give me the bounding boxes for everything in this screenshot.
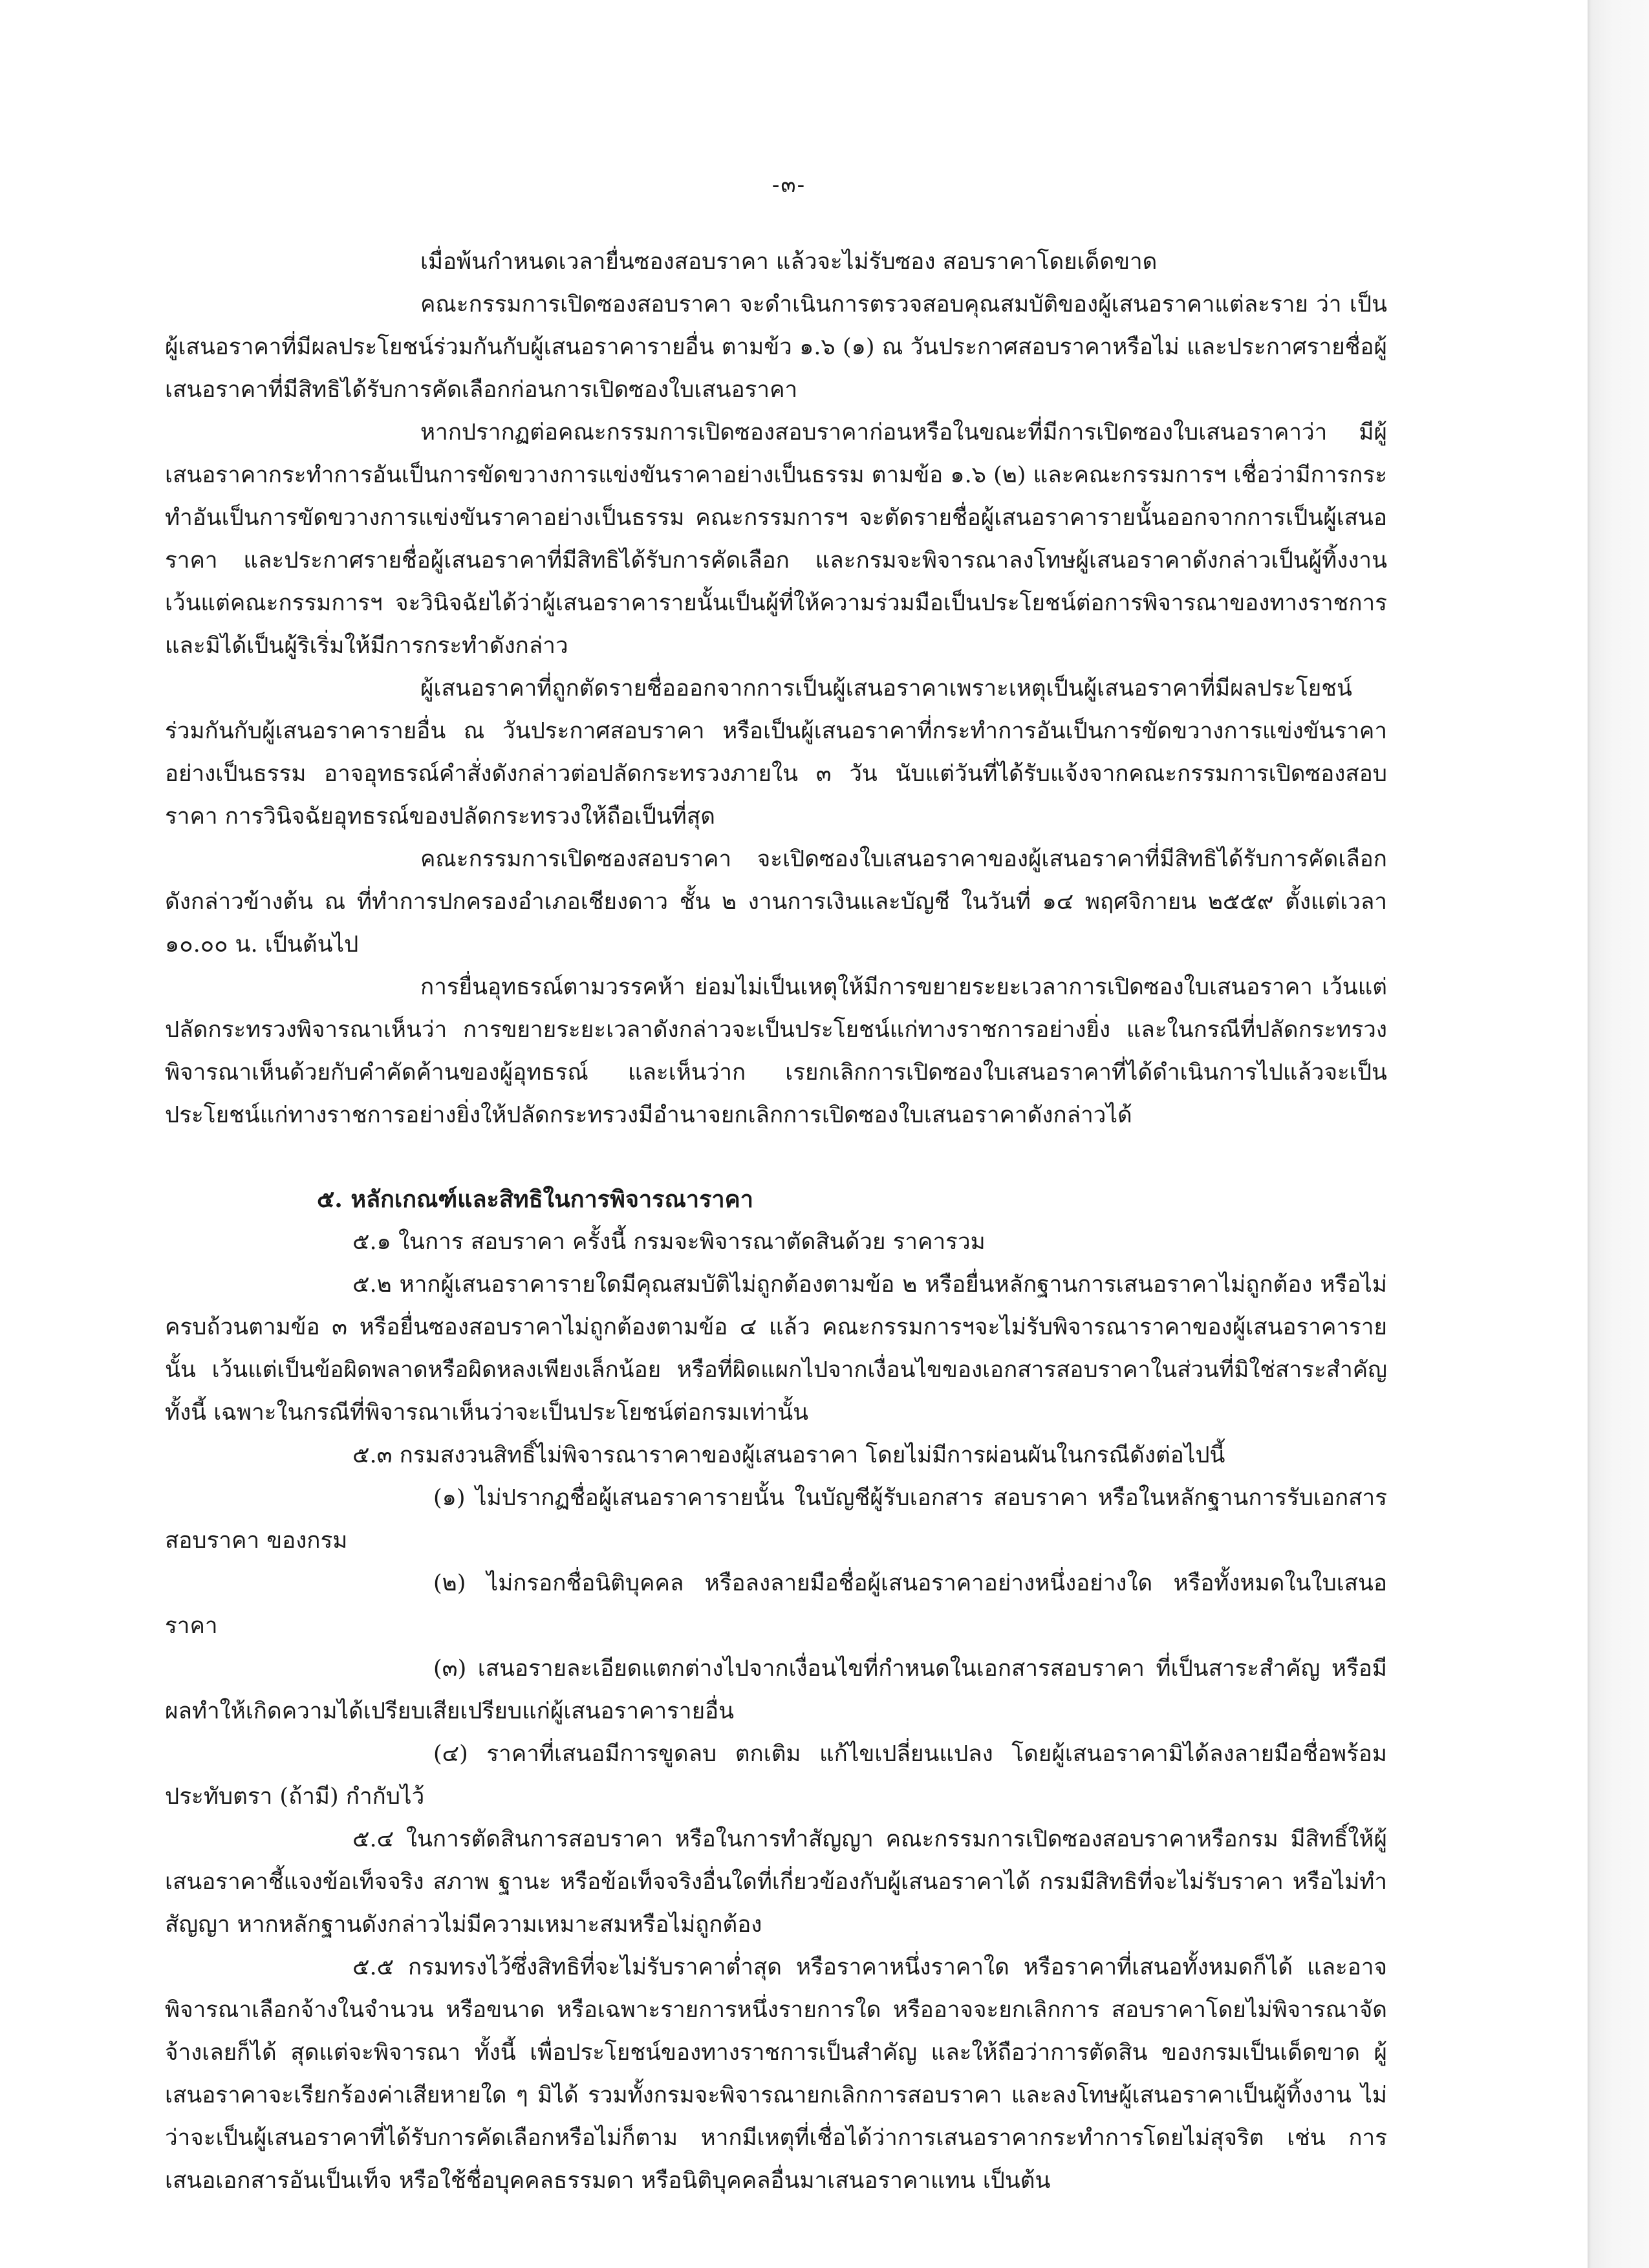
- clause-5-3-item-2: (๒) ไม่กรอกชื่อนิติบุคคล หรือลงลายมือชื่อผู้เสนอราคาอย่างหนึ่งอย่างใด หรือทั้งหมดในใบเสนอราคา: [165, 1570, 1387, 1639]
- section-heading-5: ๕. หลักเกณฑ์และสิทธิในการพิจารณาราคา: [317, 1186, 753, 1213]
- clause-5-4: ๕.๔ ในการตัดสินการสอบราคา หรือในการทำสัญญา คณะกรรมการเปิดซองสอบราคาหรือกรม มีสิทธิ์ให้ผู้เสนอราคาชี้แจงข้อเท็จจริง สภาพ ฐานะ หรือข้อเท็จจริงอื่นใดที่เกี่ยวข้องกับผู้เสนอราคาได้ กรมมีสิทธิที่จะไม่รับราคา หรือไม่ทำสัญญา หากหลักฐานดังกล่าวไม่มีความเหมาะสมหรือไม่ถูกต้อง: [165, 1826, 1387, 1938]
- clause-5-3-item-3: (๓) เสนอรายละเอียดแตกต่างไปจากเงื่อนไขที่กำหนดในเอกสารสอบราคา ที่เป็นสาระสำคัญ หรือมีผลทำให้เกิดความได้เปรียบเสียเปรียบแก่ผู้เสนอราคารายอื่น: [165, 1656, 1387, 1724]
- paragraph-committee-check: คณะกรรมการเปิดซองสอบราคา จะดำเนินการตรวจสอบคุณสมบัติของผู้เสนอราคาแต่ละราย ว่า เป็นผู้เสนอราคาที่มีผลประโยชน์ร่วมกันกับผู้เสนอราคารายอื่น ตามข้ว ๑.๖ (๑) ณ วันประกาศสอบราคาหรือไม่ และประกาศรายชื่อผู้เสนอราคาที่มีสิทธิได้รับการคัดเลือกก่อนการเปิดซองใบเสนอราคา: [165, 292, 1387, 403]
- paragraph-deadline: เมื่อพ้นกำหนดเวลายื่นซองสอบราคา แล้วจะไม่รับซอง สอบราคาโดยเด็ดขาด: [420, 249, 1158, 275]
- clause-5-1: ๕.๑ ในการ สอบราคา ครั้งนี้ กรมจะพิจารณาตัดสินด้วย ราคารวม: [352, 1229, 986, 1255]
- clause-5-2: ๕.๒ หากผู้เสนอราคารายใดมีคุณสมบัติไม่ถูกต้องตามข้อ ๒ หรือยื่นหลักฐานการเสนอราคาไม่ถูกต้อง หรือไม่ครบถ้วนตามข้อ ๓ หรือยื่นซองสอบราคาไม่ถูกต้องตามข้อ ๔ แล้ว คณะกรรมการฯจะไม่รับพิจารณาราคาของผู้เสนอราคารายนั้น เว้นแต่เป็นข้อผิดพลาดหรือผิดหลงเพียงเล็กน้อย หรือที่ผิดแผกไปจากเงื่อนไขของเอกสารสอบราคาในส่วนที่มิใช่สาระสำคัญ ทั้งนี้ เฉพาะในกรณีที่พิจารณาเห็นว่าจะเป็นประโยชน์ต่อกรมเท่านั้น: [165, 1272, 1387, 1426]
- paragraph-bid-opening: คณะกรรมการเปิดซองสอบราคา จะเปิดซองใบเสนอราคาของผู้เสนอราคาที่มีสิทธิได้รับการคัดเลือก ดังกล่าวข้างต้น ณ ที่ทำการปกครองอำเภอเชียงดาว ชั้น ๒ งานการเงินและบัญชี ในวันที่ ๑๔ พฤศจิกายน ๒๕๕๙ ตั้งแต่เวลา ๑๐.๐๐ น. เป็นต้นไป: [165, 846, 1387, 957]
- page-number: -๓-: [771, 172, 806, 198]
- scan-edge-shadow: [1588, 0, 1649, 2268]
- clause-5-5: ๕.๕ กรมทรงไว้ซึ่งสิทธิที่จะไม่รับราคาต่ำสุด หรือราคาหนึ่งราคาใด หรือราคาที่เสนอทั้งหมดก็ได้ และอาจพิจารณาเลือกจ้างในจำนวน หรือขนาด หรือเฉพาะรายการหนึ่งรายการใด หรืออาจจะยกเลิกการ สอบราคาโดยไม่พิจารณาจัดจ้างเลยก็ได้ สุดแต่จะพิจารณา ทั้งนี้ เพื่อประโยชน์ของทางราชการเป็นสำคัญ และให้ถือว่าการตัดสิน ของกรมเป็นเด็ดขาด ผู้เสนอราคาจะเรียกร้องค่าเสียหายใด ๆ มิได้ รวมทั้งกรมจะพิจารณายกเลิกการสอบราคา และลงโทษผู้เสนอราคาเป็นผู้ทิ้งงาน ไม่ว่าจะเป็นผู้เสนอราคาที่ได้รับการคัดเลือกหรือไม่ก็ตาม หากมีเหตุที่เชื่อได้ว่าการเสนอราคากระทำการโดยไม่สุจริต เช่น การเสนอเอกสารอันเป็นเท็จ หรือใช้ชื่อบุคคลธรรมดา หรือนิติบุคคลอื่นมาเสนอราคาแทน เป็นต้น: [165, 1954, 1387, 2194]
- document-body: [165, 241, 1387, 2202]
- paragraph-appeal-extension: การยื่นอุทธรณ์ตามวรรคห้า ย่อมไม่เป็นเหตุให้มีการขยายระยะเวลาการเปิดซองใบเสนอราคา เว้นแต่ปลัดกระทรวงพิจารณาเห็นว่า การขยายระยะเวลาดังกล่าวจะเป็นประโยชน์แก่ทางราชการอย่างยิ่ง และในกรณีที่ปลัดกระทรวงพิจารณาเห็นด้วยกับคำคัดค้านของผู้อุทธรณ์ และเห็นว่าก เรยกเลิกการเปิดซองใบเสนอราคาที่ได้ดำเนินการไปแล้วจะเป็นประโยชน์แก่ทางราชการอย่างยิ่งให้ปลัดกระทรวงมีอำนาจยกเลิกการเปิดซองใบเสนอราคาดังกล่าวได้: [165, 974, 1387, 1128]
- clause-5-3-item-1: (๑) ไม่ปรากฏชื่อผู้เสนอราคารายนั้น ในบัญชีผู้รับเอกสาร สอบราคา หรือในหลักฐานการรับเอกสารสอบราคา ของกรม: [165, 1485, 1387, 1554]
- clause-5-3-item-4: (๔) ราคาที่เสนอมีการขูดลบ ตกเติม แก้ไขเปลี่ยนแปลง โดยผู้เสนอราคามิได้ลงลายมือชื่อพร้อมประทับตรา (ถ้ามี) กำกับไว้: [165, 1741, 1387, 1810]
- clause-5-3: ๕.๓ กรมสงวนสิทธิ์ไม่พิจารณาราคาของผู้เสนอราคา โดยไม่มีการผ่อนผันในกรณีดังต่อไปนี้: [352, 1442, 1225, 1468]
- paragraph-appeal: ผู้เสนอราคาที่ถูกตัดรายชื่อออกจากการเป็นผู้เสนอราคาเพราะเหตุเป็นผู้เสนอราคาที่มีผลประโยชน์ร่วมกันกับผู้เสนอราคารายอื่น ณ วันประกาศสอบราคา หรือเป็นผู้เสนอราคาที่กระทำการอันเป็นการขัดขวางการแข่งขันราคาอย่างเป็นธรรม อาจอุทธรณ์คำสั่งดังกล่าวต่อปลัดกระทรวงภายใน ๓ วัน นับแต่วันที่ได้รับแจ้งจากคณะกรรมการเปิดซองสอบราคา การวินิจฉัยอุทธรณ์ของปลัดกระทรวงให้ถือเป็นที่สุด: [165, 676, 1387, 829]
- paragraph-obstruction: หากปรากฏต่อคณะกรรมการเปิดซองสอบราคาก่อนหรือในขณะที่มีการเปิดซองใบเสนอราคาว่า มีผู้เสนอราคากระทำการอันเป็นการขัดขวางการแข่งขันราคาอย่างเป็นธรรม ตามข้อ ๑.๖ (๒) และคณะกรรมการฯ เชื่อว่ามีการกระทำอันเป็นการขัดขวางการแข่งขันราคาอย่างเป็นธรรม คณะกรรมการฯ จะตัดรายชื่อผู้เสนอราคารายนั้นออกจากการเป็นผู้เสนอราคา และประกาศรายชื่อผู้เสนอราคาที่มีสิทธิได้รับการคัดเลือก และกรมจะพิจารณาลงโทษผู้เสนอราคาดังกล่าวเป็นผู้ทิ้งงาน เว้นแต่คณะกรรมการฯ จะวินิจฉัยได้ว่าผู้เสนอราคารายนั้นเป็นผู้ที่ให้ความร่วมมือเป็นประโยชน์ต่อการพิจารณาของทางราชการและมิได้เป็นผู้ริเริ่มให้มีการกระทำดังกล่าว: [165, 420, 1387, 659]
